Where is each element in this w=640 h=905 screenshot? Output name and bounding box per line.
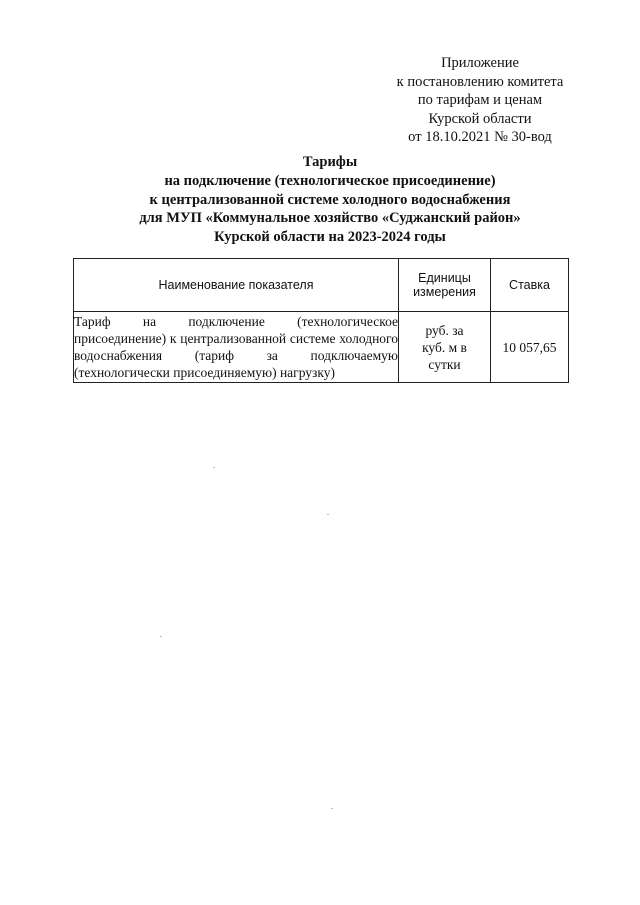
appendix-line: по тарифам и ценам (417, 92, 543, 108)
scan-speck (213, 467, 215, 468)
scan-speck (327, 514, 329, 515)
table-header-row (74, 259, 569, 312)
appendix-line: Приложение (441, 55, 519, 71)
appendix-line: от 18.10.2021 № 30-вод (408, 129, 552, 145)
appendix-line: к постановлению комитета (396, 73, 564, 90)
cell-rate: 10 057,65 (491, 312, 569, 383)
scan-speck (160, 636, 162, 637)
header-unit (399, 259, 491, 312)
unit-line: сутки (428, 356, 461, 372)
table-row (74, 312, 569, 383)
title-line: к централизованной системе холодного водоснабжения (149, 191, 511, 208)
document-title (60, 153, 600, 247)
title-line: на подключение (технологическое присоединение) (164, 172, 496, 189)
scan-speck (331, 808, 333, 809)
cell-unit (399, 312, 491, 383)
title-line: для МУП «Коммунальное хозяйство «Суджанский район» (139, 210, 521, 227)
appendix-block (380, 54, 580, 147)
unit-line: куб. м в (422, 339, 467, 355)
title-line: Курской области на 2023-2024 годы (214, 229, 446, 246)
header-name: Наименование показателя (74, 259, 399, 312)
cell-name: Тариф на подключение (технологическое присоединение) к централизованной системе холодного водоснабжения (тариф за подключаемую (технологически присоединяемую) нагрузку) (74, 312, 399, 383)
title-line: Тарифы (302, 154, 358, 170)
header-unit-line: измерения (413, 285, 476, 299)
tariff-table (73, 258, 569, 383)
header-unit-line: Единицы (418, 271, 471, 285)
unit-line: руб. за (425, 322, 464, 338)
appendix-line: Курской области (428, 110, 532, 127)
header-rate: Ставка (491, 259, 569, 312)
